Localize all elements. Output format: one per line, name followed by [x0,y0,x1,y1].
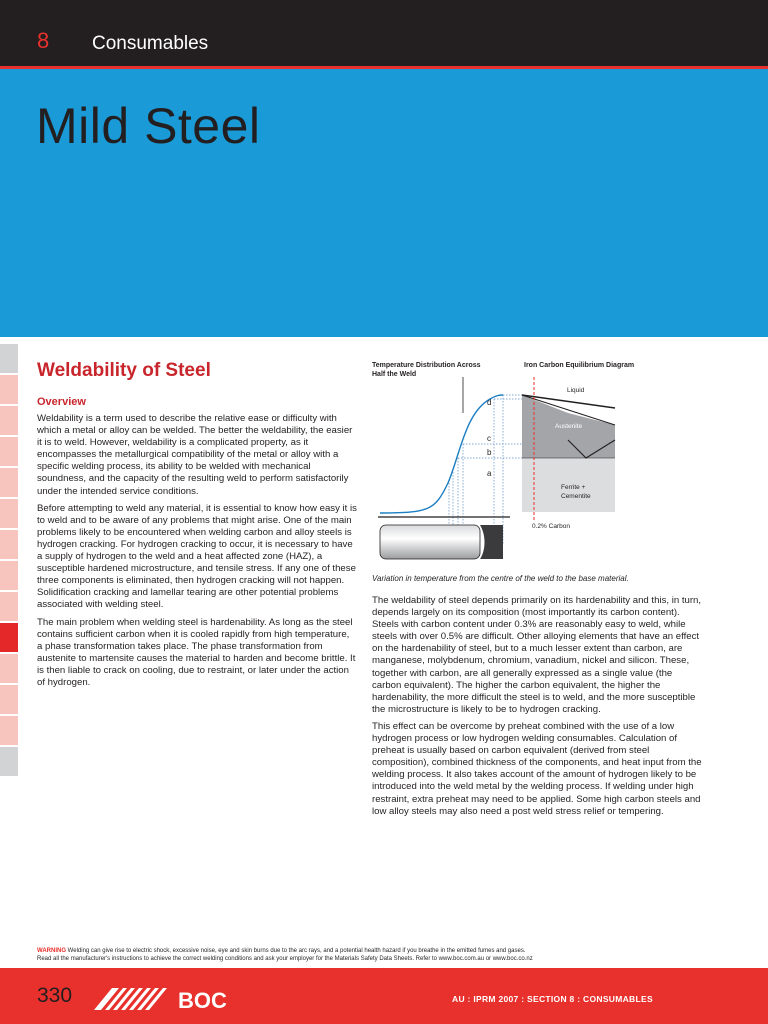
warning-line-2: Read all the manufacturer's instructions to achieve the correct welding conditions and ask your employer for the Materials Safety Data Sheets. Refer to www.boc.com.au or www.boc.co.nz [37,955,533,962]
left-diagram-title-2: Half the Weld [372,371,417,378]
boc-logo [92,986,252,1012]
point-label-d: d [487,398,492,407]
side-tab [0,592,18,621]
side-tab [0,437,18,466]
side-tab [0,561,18,590]
logo-text: BOC [178,988,227,1012]
paragraph: Before attempting to weld any material, it is essential to know how easy it is to weld and to be aware of any problems that might arise. One of the main problems likely to be encountered when welding carbon and alloy steels is hydrogen cracking. For hydrogen cracking to occur, it is necessary to have a supply of hydrogen to the weld and a heat affected zone (HAZ), a susceptible hardened microstructure, and tensile stress. If any one of these three components is eliminated, then hydrogen cracking will not happen. Solidification cracking and lamellar tearing are other potential problems associated with welding steel. [37,502,357,611]
left-column [37,413,357,694]
side-tab [0,654,18,683]
left-diagram-title-1: Temperature Distribution Across [372,362,481,369]
page-title: Mild Steel [36,98,261,154]
steel-bar [380,525,480,559]
side-tab [0,406,18,435]
side-tab [0,344,18,373]
point-label-b: b [487,448,492,457]
side-tab [0,468,18,497]
overview-heading: Overview [37,396,86,408]
austenite-label: Austenite [555,423,583,430]
carbon-label: 0.2% Carbon [532,523,570,530]
page-number: 330 [37,984,73,1007]
paragraph: This effect can be overcome by preheat combined with the use of a low hydrogen process or low hydrogen welding consumables. Calculation of preheat is usually based on carbon equivalent (derived from steel composition), combined thickness of the components, and heat input from the welding process. It also takes account of the amount of hydrogen likely to be introduced into the weld metal by the welding process. If welding under high restraint, extra preheat may need to be applied. Some high carbon steels and low alloy steels may also need a post weld stress relief or tempering. [372,720,702,817]
title-banner [0,69,768,337]
side-tab [0,375,18,404]
top-header-bar [0,0,768,68]
section-number: 8 [37,28,50,53]
side-tab [0,716,18,745]
paragraph: Weldability is a term used to describe the relative ease or difficulty with which a metal or alloy can be welded. The better the weldability, the easier it is to weld. However, weldability is a complicated property, as it encompasses the metallurgical compatibility of the metal or alloy with a specific welding process, its ability to be welded with mechanical soundness, and the capacity of the resulting weld to perform satisfactorily under the intended service conditions. [37,413,353,497]
temperature-curve [380,395,503,513]
paragraph: The weldability of steel depends primarily on its hardenability and this, in turn, depends largely on its composition (most importantly its carbon content). Steels with carbon content under 0.3% are reasonably easy to weld, while steels with over 0.5% are difficult. Other alloying elements that have an effect on the hardenability of steel, but to a much lesser extent than carbon, are manganese, molybdenum, chromium, vanadium, nickel and silicon. These, together with carbon, are all generally expressed as a single value (the carbon equivalent). The higher the carbon equivalent, the higher the hardenability, the more difficult the steel is to weld, and the more susceptible the microstructure is likely to be to hydrogen cracking. [372,595,702,715]
warning-label: WARNING [37,948,66,954]
paragraph: The main problem when welding steel is hardenability. As long as the steel contains sufficient carbon when it is cooled rapidly from high temperature, a phase transformation takes place. The phase transformation from austenite to martensite causes the material to harden and become brittle. It is then liable to crack on cooling, due to restraint, or later under the action of hydrogen. [37,616,356,688]
figure-caption: Variation in temperature from the centre of the weld to the base material. [372,574,629,583]
side-tabs [0,344,18,778]
side-tab [0,499,18,528]
weld-zone [480,525,503,559]
footer-bar [0,968,768,1024]
right-column [372,595,702,823]
ferrite-label-2: Cementite [561,493,591,500]
warning-notice [37,948,737,963]
side-tab-active [0,623,18,652]
article-title: Weldability of Steel [37,360,211,381]
side-tab [0,747,18,776]
point-label-c: c [487,434,491,443]
liquid-label: Liquid [567,387,585,394]
point-label-a: a [487,469,492,478]
side-tab [0,685,18,714]
ferrite-label-1: Ferrite + [561,484,586,491]
right-diagram-title: Iron Carbon Equilibrium Diagram [524,362,635,369]
section-title: Consumables [92,33,209,54]
side-tab [0,530,18,559]
figure-graphic [370,355,660,580]
publication-info: AU : IPRM 2007 : SECTION 8 : CONSUMABLES [452,994,653,1004]
warning-line-1: Welding can give rise to electric shock, excessive noise, eye and skin burns due to the arc rays, and a potential health hazard if you breathe in the emitted fumes and gases. [67,948,526,954]
weld-temperature-figure [370,355,660,580]
